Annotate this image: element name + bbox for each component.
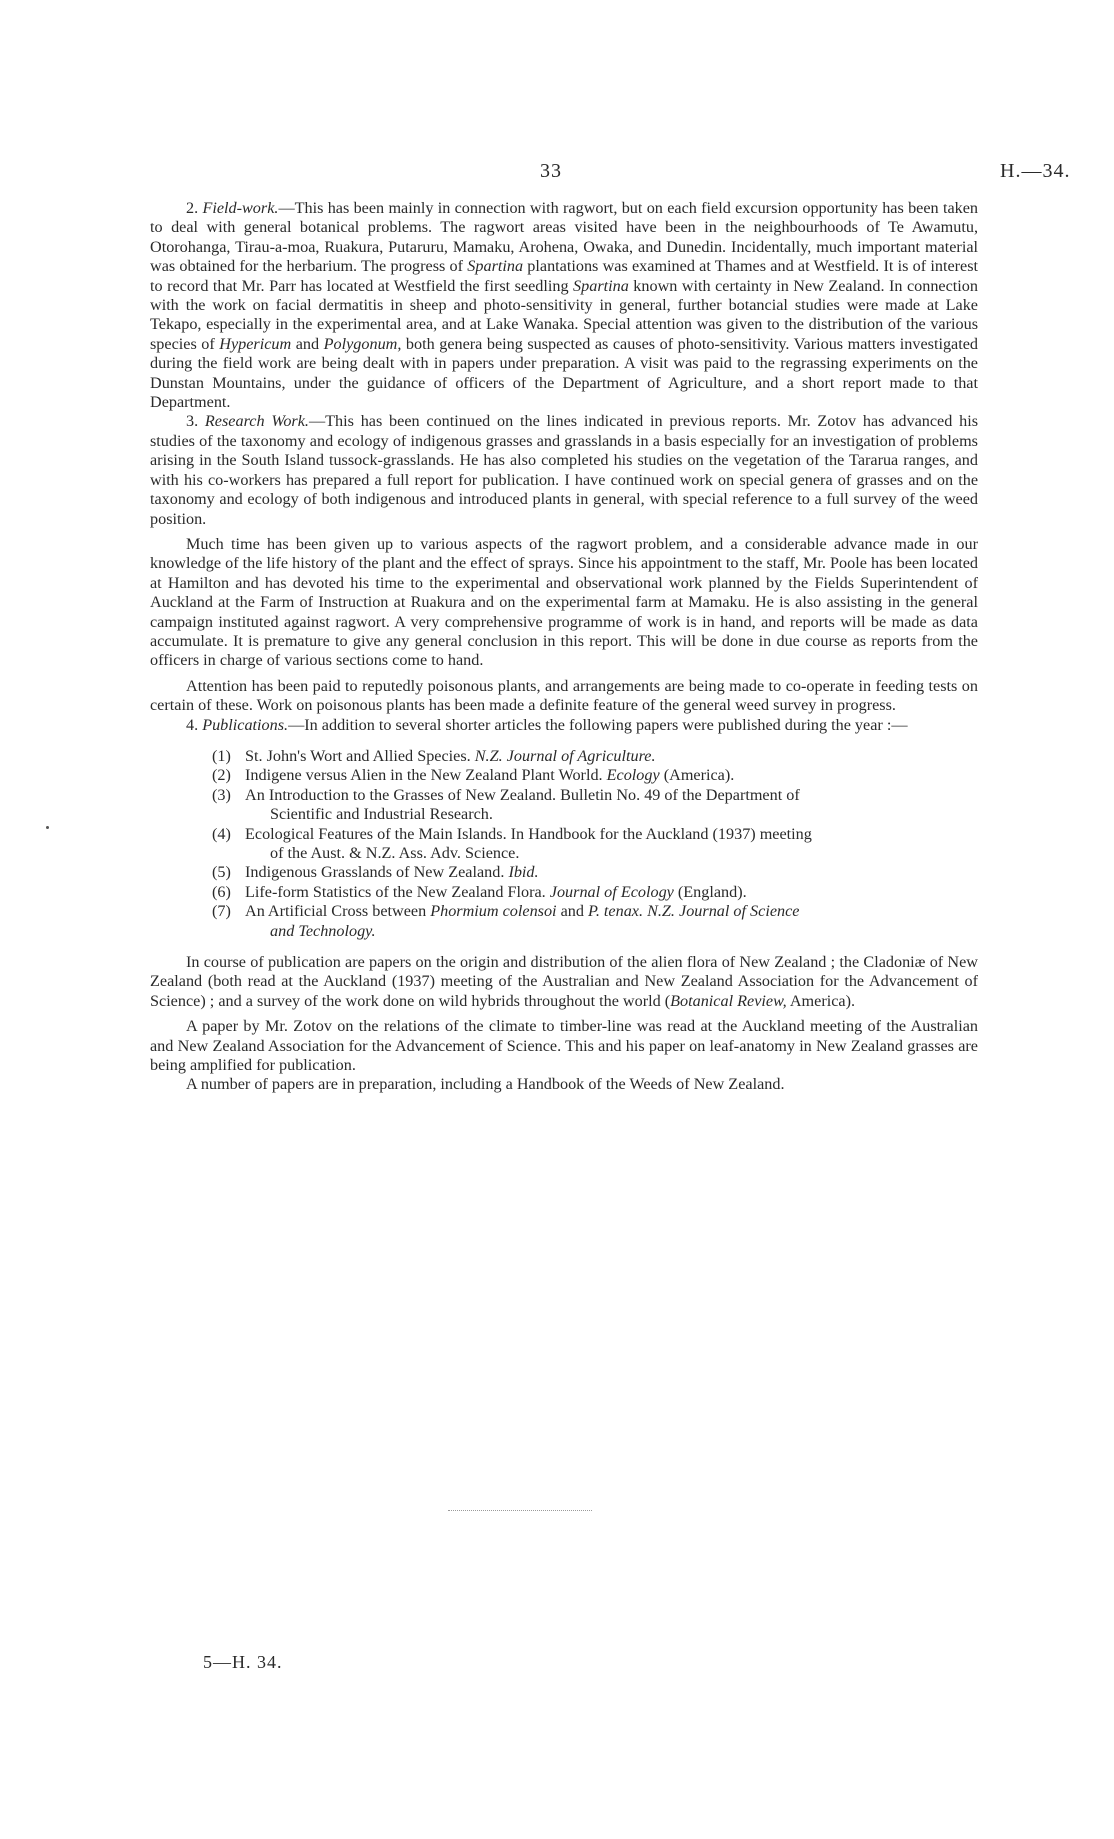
margin-dot [46, 826, 49, 829]
section-title: Field-work. [202, 199, 279, 217]
publications-paragraph [150, 716, 978, 735]
research-work-paragraph [150, 412, 978, 528]
list-item [150, 747, 978, 766]
item-text: Indigene versus Alien in the New Zealand Plant World. [245, 766, 607, 785]
paragraph-text: and [291, 334, 324, 353]
zotov-paragraph: A paper by Mr. Zotov on the relations of the climate to timber-line was read at the Auckland meeting of the Australian and New Zealand Association for the Advancement of Science. This and his paper on leaf-anatomy in New Zealand grasses are being amplified for publication. [150, 1017, 978, 1075]
item-number: (6) [212, 882, 231, 901]
item-extra: (England). [673, 882, 747, 901]
species-term: Spartina [573, 276, 629, 295]
item-source: Phormium colensoi [430, 902, 557, 921]
publications-list [150, 747, 978, 941]
in-course-paragraph [150, 953, 978, 1011]
list-item [150, 863, 978, 882]
item-number: (4) [212, 824, 231, 843]
item-extra: Scientific and Industrial Research. [270, 805, 493, 824]
item-extra: and Technology. [270, 921, 376, 940]
item-source: Ibid. [508, 863, 539, 882]
ragwort-paragraph: Much time has been given up to various aspects of the ragwort problem, and a considerable advance made in our knowledge of the life history of the plant and the effect of sprays. Since his appointment to the staff, Mr. Poole has been located at Hamilton and has devoted his time to the experimental and observational work planned by the Fields Superintendent of Auckland at the Farm of Instruction at Ruakura and on the experimental farm at Mamaku. He is also assisting in the general campaign instituted against ragwort. A very comprehensive programme of work is in hand, and reports will be made as data accumulate. It is premature to give any general conclusion in this report. This will be done in due course as reports from the officers in charge of various sections come to hand. [150, 534, 978, 670]
species-term: Polygonum, [323, 334, 402, 353]
footer-reference: 5—H. 34. [203, 1652, 283, 1672]
list-item [150, 902, 978, 941]
paragraph-text: America). [786, 991, 856, 1010]
body-text [150, 199, 978, 1095]
section-title: Publications. [202, 715, 289, 734]
section-number: 2. [186, 199, 199, 217]
item-number: (7) [212, 902, 231, 921]
item-source: Botanical Review, [670, 991, 787, 1010]
species-term: Hypericum [219, 334, 292, 353]
item-number: (2) [212, 766, 231, 785]
item-source: N.Z. Journal of Agriculture. [474, 746, 656, 765]
item-text: Indigenous Grasslands of New Zealand. [245, 863, 509, 882]
list-item [150, 825, 978, 864]
paragraph-text: known with certainty in New Zealand. In connection with the work on facial dermatitis in sheep and photo-sensitivity in general, further botancial studies were made at Lake Tekapo, especially in the experimental area, and at Lake Wanaka. Special attention was given to the distribution of the various species of [150, 276, 978, 353]
handbook-paragraph: A number of papers are in preparation, including a Handbook of the Weeds of New Zealand. [186, 1075, 785, 1094]
item-text: Ecological Features of the Main Islands. In Handbook for the Auckland (1937) meeting [245, 824, 812, 843]
section-number: 4. [186, 715, 199, 734]
item-source: Ecology [606, 766, 660, 785]
item-source: P. tenax. [588, 902, 644, 921]
paragraph-text: both genera being suspected as causes of photo-sensitivity. Various matters investigated during the field work are being dealt with in papers under preparation. A visit was paid to the regrassing experiments on the Dunstan Mountains, under the guidance of officers of the Department of Agriculture, and a short report made to that Department. [150, 334, 979, 412]
item-text: An Artificial Cross between [245, 902, 431, 921]
poisonous-plants-paragraph: Attention has been paid to reputedly poisonous plants, and arrangements are being made to co-operate in feeding tests on certain of these. Work on poisonous plants has been made a definite feature of the general weed survey in progress. [150, 676, 978, 715]
paragraph-text: —This has been continued on the lines indicated in previous reports. Mr. Zotov has advanced his studies of the taxonomy and ecology of indigenous grasses and grasslands in a basis especially for an investigation of problems arising in the South Island tussock-grasslands. He has also completed his studies on the vegetation of the Tararua ranges, and with his co-workers has prepared a full report for publication. I have continued work on special genera of grasses and on the taxonomy and ecology of both indigenous and introduced plants in general, with special reference to a full survey of the weed position. [150, 412, 978, 528]
list-item [150, 766, 978, 785]
paragraph-text: plantations was examined at Thames and at Westfield. It is of interest to record that Mr. Parr has located at Westfield the first seedling [150, 257, 979, 295]
paragraph-text: —This has been mainly in connection with ragwort, but on each field excursion opportunity has been taken to deal with general botanical problems. The ragwort areas visited have been in the neighbourhoods of Te Awamutu, Otorohanga, Tirau-a-moa, Ruakura, Putaruru, Mamaku, Arohena, Owaka, and Dunedin. Incidentally, much important material was obtained for the herbarium. The progress of [150, 199, 978, 276]
page-number: 33 [540, 160, 562, 182]
item-number: (1) [212, 746, 231, 765]
item-text: St. John's Wort and Allied Species. [245, 746, 475, 765]
section-divider [448, 1510, 592, 1512]
list-item [150, 786, 978, 825]
species-term: Spartina [467, 257, 524, 276]
section-number: 3. [186, 412, 199, 431]
list-item [150, 883, 978, 902]
field-work-paragraph [150, 199, 978, 412]
item-text: and [556, 902, 589, 921]
item-extra: (America). [659, 766, 735, 785]
item-text: Life-form Statistics of the New Zealand Flora. [245, 882, 550, 901]
paragraph-text: In course of publication are papers on the origin and distribution of the alien flora of New Zealand ; the Cladoniæ of New Zealand (both read at the Auckland (1937) meeting of the Australian and New Zealand Association for the Advancement of Science) ; and a survey of the work done on wild hybrids throughout the world ( [150, 953, 978, 1010]
item-number: (3) [212, 785, 231, 804]
item-text: An Introduction to the Grasses of New Zealand. Bulletin No. 49 of the Department of [245, 785, 800, 804]
paragraph-text: —In addition to several shorter articles the following papers were published during the year :— [288, 715, 908, 734]
item-source: N.Z. Journal of Science [643, 902, 800, 921]
item-extra: of the Aust. & N.Z. Ass. Adv. Science. [270, 844, 520, 862]
report-reference: H.—34. [1000, 160, 1071, 182]
section-title: Research Work. [204, 412, 309, 431]
item-number: (5) [212, 863, 231, 882]
item-source: Journal of Ecology [549, 882, 674, 901]
